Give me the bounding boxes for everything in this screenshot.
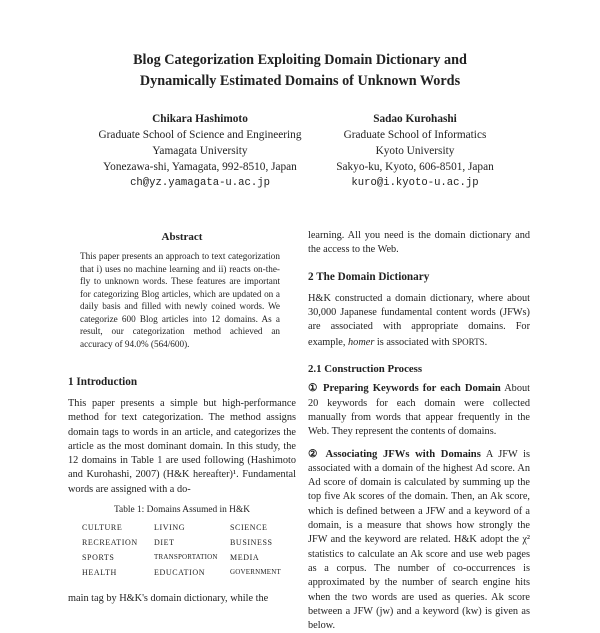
table-cell: EDUCATION	[154, 568, 206, 577]
author-institution: Yamagata University	[152, 145, 248, 157]
section2-text-c: .	[484, 336, 488, 348]
table-cell: MEDIA	[230, 553, 260, 562]
right-top-text: learning. All you need is the domain dictionary and the access to the Web.	[308, 230, 530, 256]
table-cell: DIET	[154, 538, 175, 547]
table-cell: CULTURE	[82, 523, 123, 532]
table-caption: Table 1: Domains Assumed in H&K	[113, 505, 251, 515]
author-email: kuro@i.kyoto-u.ac.jp	[351, 177, 479, 189]
table-cell: GOVERNMENT	[230, 568, 281, 576]
step2-text: A JFW is associated with a domain of the highest Ad score. An Ad score of domain is calculated by summing up the top five Ak scores of the domain. Then, an Ak score, which is defined between a JFW and a keyword of a domain, is a measure that shows how strongly the JFW and the keyword are related. H&K adopt the χ² statistics to calculate an Ak score and use web pages as a corpus. The number of co-occurrences is approximated by the number of search engine hits when the two words are used as queries. Ak score between a JFW (jw) and a keyword (kw) is given as below.	[308, 448, 530, 632]
step1-heading: ① Preparing Keywords for each Domain	[308, 383, 501, 395]
author-address: Sakyo-ku, Kyoto, 606-8501, Japan	[336, 161, 494, 173]
left-column-tail: main tag by H&K's domain dictionary, while the	[68, 593, 269, 604]
title-line-2: Dynamically Estimated Domains of Unknown Words	[139, 73, 461, 89]
table-cell: LIVING	[154, 523, 186, 532]
step1-text: About 20 keywords for each domain were collected manually from words that appear frequently in the Web. They represent the contents of domains.	[308, 383, 530, 438]
author-affiliation: Graduate School of Informatics	[343, 129, 487, 141]
abstract-text: This paper presents an approach to text categorization that i) uses no machine learning and ii) reacts on-the-fly to unknown words. These features are important for categorizing Blog articles, which are updated on a daily basis and filled with newly coined words. We categorize 600 Blog articles into 12 domains. As a result, our categorization method achieved an accuracy of 94.0% (564/600).	[80, 251, 280, 349]
abstract-heading: Abstract	[161, 231, 203, 243]
table-cell: TRANSPORTATION	[154, 553, 218, 561]
table-row	[82, 553, 281, 568]
author-email: ch@yz.yamagata-u.ac.jp	[130, 177, 270, 189]
step2-paragraph	[308, 448, 530, 633]
table-cell: HEALTH	[82, 568, 117, 577]
author-block-2	[300, 111, 530, 191]
paper-title	[0, 50, 600, 92]
section2-sc: SPORTS	[452, 336, 485, 347]
step2-heading: ② Associating JFWs with Domains	[308, 448, 481, 460]
intro-section	[68, 376, 296, 497]
author-affiliation: Graduate School of Science and Engineering	[98, 129, 302, 141]
table-row	[82, 523, 281, 538]
domains-table-wrapper	[82, 523, 292, 583]
table-cell: BUSINESS	[230, 538, 273, 547]
right-column	[308, 229, 530, 633]
author-name: Chikara Hashimoto	[152, 113, 248, 125]
domains-table	[82, 523, 281, 583]
intro-text: This paper presents a simple but high-performance method for text categorization. The method assigns domain tags to words in an article, and categorizes the article as the most dominant domain. In this study, the 12 domains in Table 1 are used following (Hashimoto and Kurohashi, 2007) (H&K hereafter)¹. Fundamental words are assigned with a do-	[68, 398, 296, 495]
section21-heading: 2.1 Construction Process	[308, 363, 423, 376]
section2-heading: 2 The Domain Dictionary	[308, 270, 430, 283]
author-institution: Kyoto University	[375, 145, 455, 157]
table-row	[82, 538, 281, 553]
section2-emph: homer	[348, 336, 375, 348]
title-line-1: Blog Categorization Exploiting Domain Dictionary and	[133, 52, 467, 68]
intro-heading: 1 Introduction	[68, 376, 138, 388]
section2-text-b: is associated with	[374, 336, 453, 348]
section2-text-a: H&K constructed a domain dictionary, where about 30,000 Japanese fundamental content words (JFWs) are associated with appropriate domains. For example,	[308, 292, 530, 348]
author-address: Yonezawa-shi, Yamagata, 992-8510, Japan	[103, 161, 297, 173]
section2-text	[308, 292, 530, 350]
table-row	[82, 568, 281, 583]
table-cell: SCIENCE	[230, 523, 268, 532]
author-name: Sadao Kurohashi	[373, 113, 457, 125]
table-cell: SPORTS	[82, 553, 115, 562]
author-block-1	[90, 111, 310, 191]
table-cell: RECREATION	[82, 538, 138, 547]
step1-paragraph	[308, 382, 530, 439]
